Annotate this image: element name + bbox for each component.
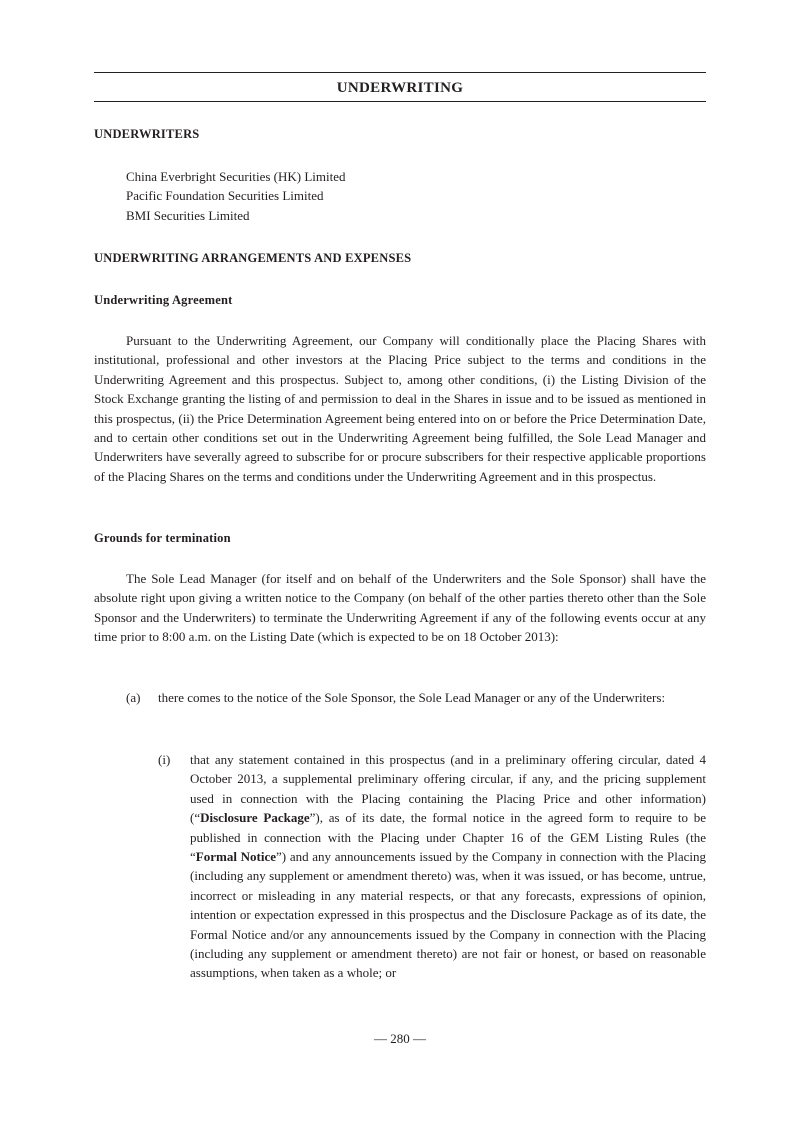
- underwriting-agreement-paragraph: [94, 331, 706, 486]
- list-item-text: [190, 750, 706, 983]
- text-run: ”) and any announcements issued by the Company in connection with the Placing (including any supplement or amendment thereto) was, when it was issued, or has become, untrue, incorrect or misleading in any material respects, or that any forecasts, expressions of opinion, intention or expectation expressed in this prospectus and the Disclosure Package as of its date, the Formal Notice and/or any announcements issued by the Company in connection with the Placing (including any supplement or amendment thereto) are not fair or honest, or based on reasonable assumptions, when taken as a whole; or: [190, 849, 706, 981]
- page-title: UNDERWRITING: [336, 80, 464, 96]
- underwriter-name: BMI Securities Limited: [126, 207, 250, 223]
- underwriting-agreement-subheading: Underwriting Agreement: [94, 293, 233, 307]
- underwriters-list: [126, 167, 706, 225]
- underwriters-heading: UNDERWRITERS: [94, 127, 200, 141]
- underwriter-name: Pacific Foundation Securities Limited: [126, 188, 324, 204]
- termination-paragraph: [94, 569, 706, 647]
- header-bottom-rule: [94, 101, 706, 102]
- underwriter-name: China Everbright Securities (HK) Limited: [126, 169, 346, 184]
- text-run: ”), as of its date, the formal notice in the agreed form to require to be published in connection with the Placing under Chapter 16 of the GEM Listing Rules (the “: [190, 810, 706, 865]
- page-number: — 280 —: [374, 1031, 426, 1046]
- list-marker: (i): [158, 752, 171, 767]
- arrangements-heading: UNDERWRITING ARRANGEMENTS AND EXPENSES: [94, 251, 412, 265]
- header-top-rule: [94, 72, 706, 73]
- paragraph-text: Pursuant to the Underwriting Agreement, our Company will conditionally place the Placing Shares with institutional, professional and other investors at the Placing Price subject to the terms and conditions in the Underwriting Agreement and this prospectus. Subject to, among other conditions, (i) the Listing Division of the Stock Exchange granting the listing of and permission to deal in the Shares in issue and to be issued as mentioned in this prospectus, (ii) the Price Determination Agreement being entered into on or before the Price Determination Date, and to certain other conditions set out in the Underwriting Agreement being fulfilled, the Sole Lead Manager and Underwriters have severally agreed to subscribe for or procure subscribers for their respective applicable proportions of the Placing Shares on the terms and conditions under the Underwriting Agreement and in this prospectus.: [94, 333, 706, 484]
- termination-subheading: Grounds for termination: [94, 531, 231, 545]
- paragraph-text: The Sole Lead Manager (for itself and on behalf of the Underwriters and the Sole Sponsor) shall have the absolute right upon giving a written notice to the Company (on behalf of the other parties thereto other than the Sole Sponsor and the Underwriters) to terminate the Underwriting Agreement if any of the following events occur at any time prior to 8:00 a.m. on the Listing Date (which is expected to be on 18 October 2013):: [94, 571, 706, 645]
- list-marker: (a): [126, 690, 141, 705]
- list-item-text: there comes to the notice of the Sole Sponsor, the Sole Lead Manager or any of the Underwriters:: [158, 690, 666, 705]
- defined-term: Formal Notice: [195, 849, 277, 865]
- text-run: that any statement contained in this prospectus (and in a preliminary offering circular, dated 4 October 2013, a supplemental preliminary offering circular, if any, and the pricing supplement used in connection with the Placing containing the Placing Price and other information)(“: [190, 752, 706, 826]
- defined-term: Disclosure Package: [200, 810, 310, 826]
